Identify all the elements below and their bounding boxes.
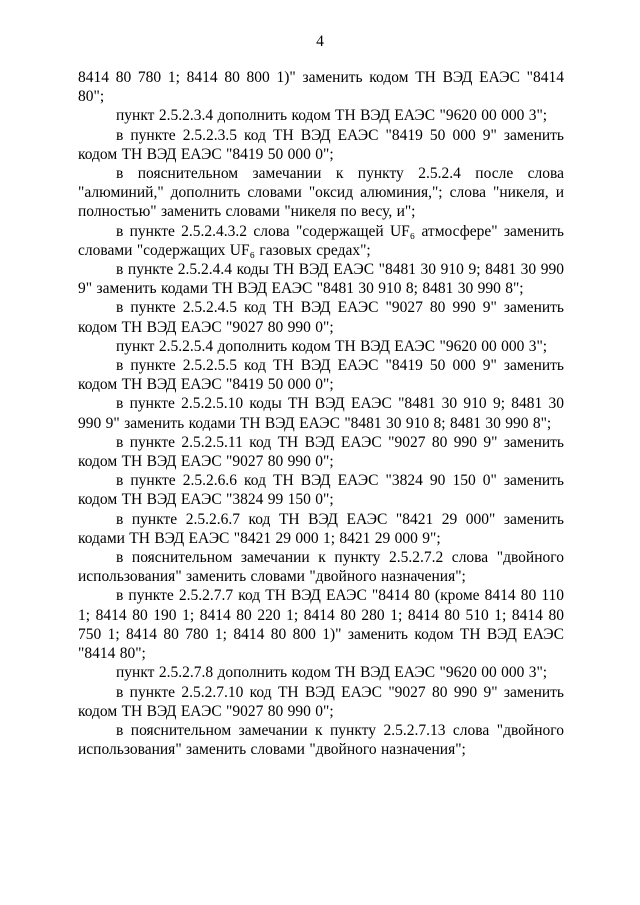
paragraph: пункт 2.5.2.7.8 дополнить кодом ТН ВЭД ЕАЭС "9620 00 000 3"; bbox=[116, 664, 548, 682]
paragraph: в пункте 2.5.2.3.5 код ТН ВЭД ЕАЭС "8419 50 000 9" заменить кодом ТН ВЭД ЕАЭС "8419 50 000 0"; bbox=[78, 126, 564, 163]
paragraph: в пояснительном замечании к пункту 2.5.2.7.13 слова "двойного использования" заменить словами "двойного назначения"; bbox=[78, 721, 564, 759]
paragraph: в пункте 2.5.2.6.6 код ТН ВЭД ЕАЭС "3824 90 150 0" заменить кодом ТН ВЭД ЕАЭС "3824 99 150 0"; bbox=[78, 472, 564, 509]
paragraph: в пункте 2.5.2.4.5 код ТН ВЭД ЕАЭС "9027 80 990 9" заменить кодом ТН ВЭД ЕАЭС "9027 80 990 0"; bbox=[78, 299, 564, 336]
paragraph: в пояснительном замечании к пункту 2.5.2.7.2 слова "двойного использования" заменить словами "двойного назначения"; bbox=[78, 549, 564, 586]
paragraph: в пункте 2.5.2.6.7 код ТН ВЭД ЕАЭС "8421 29 000" заменить кодами ТН ВЭД ЕАЭС "8421 29 000 1; 8421 29 000 9"; bbox=[78, 510, 564, 547]
page-number: 4 bbox=[316, 33, 324, 50]
document-body bbox=[78, 68, 564, 759]
paragraph: в пункте 2.5.2.5.11 код ТН ВЭД ЕАЭС "9027 80 990 9" заменить кодом ТН ВЭД ЕАЭС "9027 80 990 0"; bbox=[78, 433, 564, 471]
paragraph: пункт 2.5.2.5.4 дополнить кодом ТН ВЭД ЕАЭС "9620 00 000 3"; bbox=[116, 337, 548, 355]
paragraph: в пункте 2.5.2.5.10 коды ТН ВЭД ЕАЭС "8481 30 910 9; 8481 30 990 9" заменить кодами ТН ВЭД ЕАЭС "8481 30 910 8; 8481 30 990 8"; bbox=[78, 395, 564, 432]
paragraph: 8414 80 780 1; 8414 80 800 1)" заменить кодом ТН ВЭД ЕАЭС "8414 80"; bbox=[78, 69, 564, 106]
paragraph: в пункте 2.5.2.7.7 код ТН ВЭД ЕАЭС "8414 80 (кроме 8414 80 110 1; 8414 80 190 1; 8414 80 220 1; 8414 80 280 1; 8414 80 510 1; 8414 80 750 1; 8414 80 780 1; 8414 80 800 1)" заменить кодом ТН ВЭД ЕАЭС "8414 80"; bbox=[78, 587, 564, 663]
paragraph: в пункте 2.5.2.5.5 код ТН ВЭД ЕАЭС "8419 50 000 9" заменить кодом ТН ВЭД ЕАЭС "8419 50 000 0"; bbox=[78, 357, 564, 394]
paragraph: пункт 2.5.2.3.4 дополнить кодом ТН ВЭД ЕАЭС "9620 00 000 3"; bbox=[116, 107, 548, 125]
paragraph: в пункте 2.5.2.4.3.2 слова "содержащей UF₆ атмосфере" заменить словами "содержащих UF₆ газовых средах"; bbox=[78, 222, 564, 259]
paragraph: в пункте 2.5.2.4.4 коды ТН ВЭД ЕАЭС "8481 30 910 9; 8481 30 990 9" заменить кодами ТН ВЭД ЕАЭС "8481 30 910 8; 8481 30 990 8"; bbox=[78, 261, 564, 298]
paragraph: в пункте 2.5.2.7.10 код ТН ВЭД ЕАЭС "9027 80 990 9" заменить кодом ТН ВЭД ЕАЭС "9027 80 990 0"; bbox=[78, 683, 564, 720]
paragraph: в пояснительном замечании к пункту 2.5.2.4 после слова "алюминий," дополнить словами "оксид алюминия,"; слова "никеля, и полностью" заменить словами "никеля по весу, и"; bbox=[78, 165, 564, 221]
